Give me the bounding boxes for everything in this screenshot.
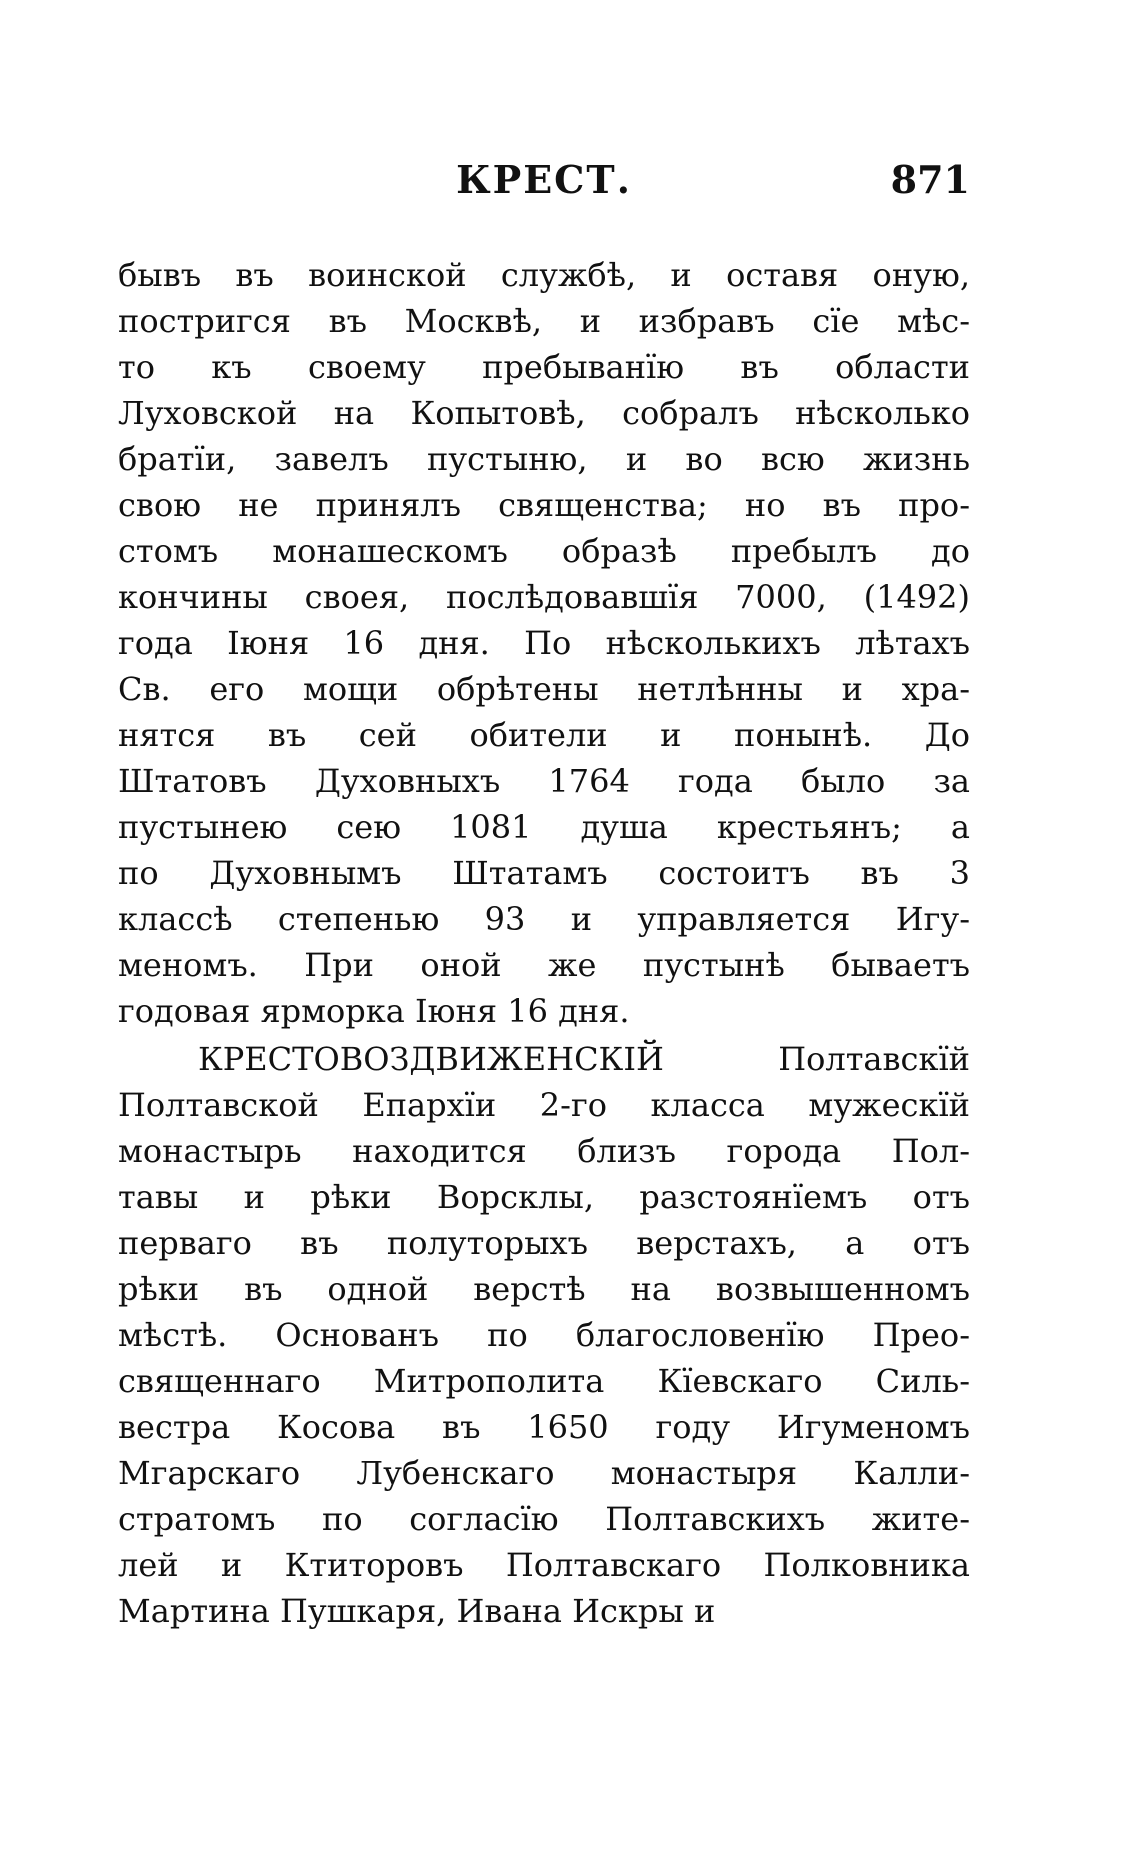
text-line: по Духовнымъ Штатамъ состоитъ въ 3 [118,854,970,892]
text-line: лей и Ктиторовъ Полтавскаго Полковника [118,1546,970,1584]
text-line: вестра Косова въ 1650 году Игуменомъ [118,1408,970,1446]
text-line: Штатовъ Духовныхъ 1764 года было за [118,762,970,800]
text-line: Мгарскаго Лубенскаго монастыря Калли- [118,1454,970,1492]
text-line: монастырь находится близъ города Пол- [118,1132,970,1170]
text-line: братїи, завелъ пустыню, и во всю жизнь [118,440,970,478]
page-number: 871 [890,157,970,202]
text-line: пустынею сею 1081 душа крестьянъ; а [118,808,970,846]
text-line: кончины своея, послѣдовавшїя 7000, (1492) [118,578,970,616]
text-line: постригся въ Москвѣ, и избравъ сїе мѣс- [118,302,970,340]
text-line: то къ своему пребыванїю въ области [118,348,970,386]
text-line: бывъ въ воинской службѣ, и оставя оную, [118,256,970,294]
text-line: Полтавской Епархїи 2-го класса мужескїй [118,1086,970,1124]
text-line: стратомъ по согласїю Полтавскихъ жите- [118,1500,970,1538]
text-line: годовая ярморка Іюня 16 дня. [118,992,630,1030]
text-line: Луховской на Копытовѣ, собралъ нѣсколько [118,394,970,432]
text-line: нятся въ сей обители и понынѣ. До [118,716,970,754]
text-line: меномъ. При оной же пустынѣ бываетъ [118,946,970,984]
text-line: Мартина Пушкаря, Ивана Искры и [118,1592,716,1630]
entry-heading-line: КРЕСТОВОЗДВИЖЕНСКІЙ Полтавскїй [198,1040,970,1078]
text-line: перваго въ полуторыхъ верстахъ, а отъ [118,1224,970,1262]
text-block [118,252,970,1634]
text-line: года Іюня 16 дня. По нѣсколькихъ лѣтахъ [118,624,970,662]
running-title: КРЕСТ. [456,157,632,202]
text-line: тавы и рѣки Ворсклы, разстоянїемъ отъ [118,1178,970,1216]
text-line: свою не принялъ священства; но въ про- [118,486,970,524]
text-line: классѣ степенью 93 и управляется Игу- [118,900,970,938]
text-line: Св. его мощи обрѣтены нетлѣнны и хра- [118,670,970,708]
text-line: мѣстѣ. Основанъ по благословенїю Прео- [118,1316,970,1354]
text-line: стомъ монашескомъ образѣ пребылъ до [118,532,970,570]
text-line: священнаго Митрополита Кїевскаго Силь- [118,1362,970,1400]
running-head [118,155,970,205]
text-line: рѣки въ одной верстѣ на возвышенномъ [118,1270,970,1308]
